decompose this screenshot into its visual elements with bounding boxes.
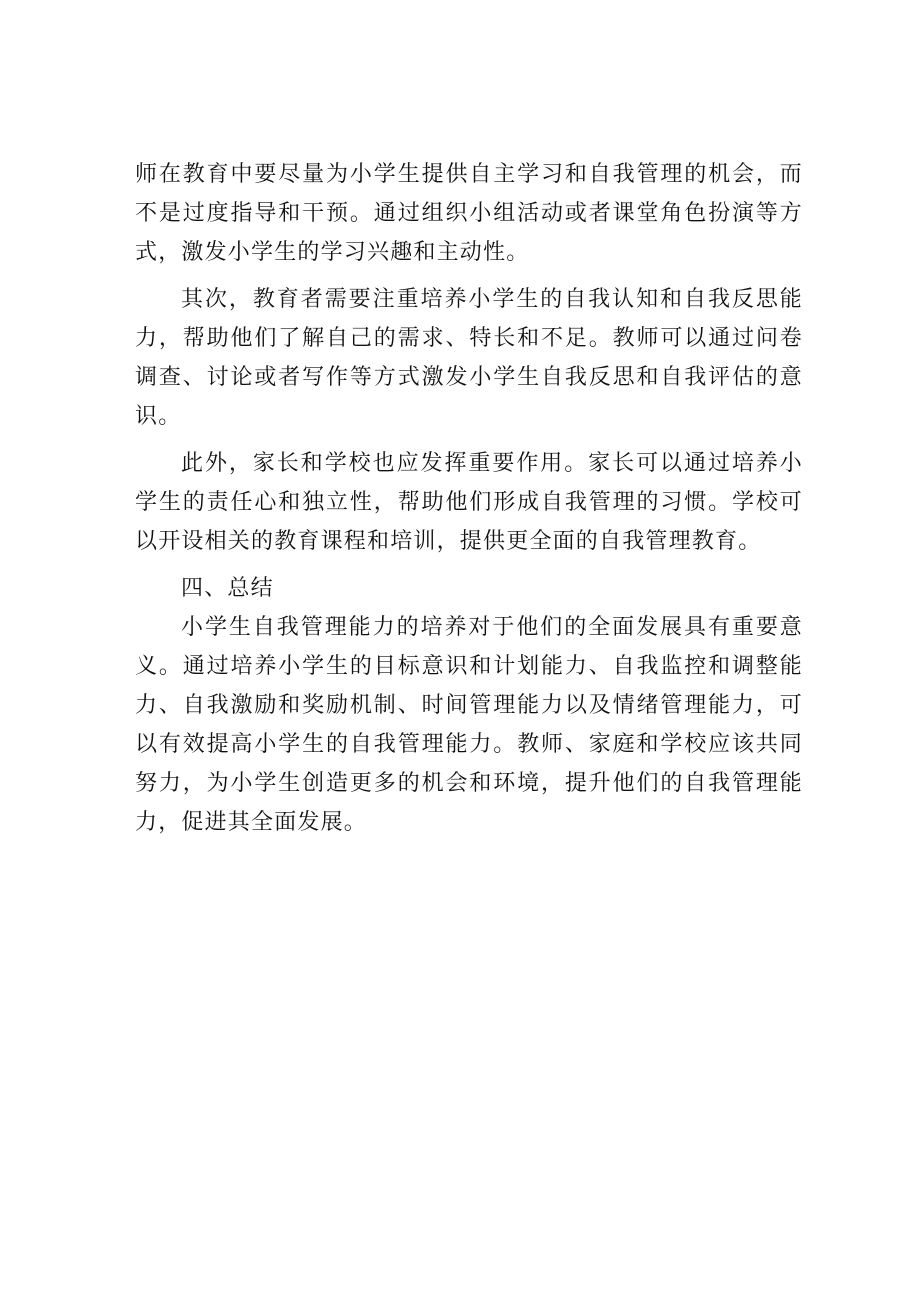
section-heading-summary: 四、总结 xyxy=(181,576,274,601)
paragraph-continuation: 师在教育中要尽量为小学生提供自主学习和自我管理的机会，而不是过度指导和干预。通过组织小组活动或者课堂角色扮演等方式，激发小学生的学习兴趣和主动性。 xyxy=(135,162,803,265)
paragraph-secondly: 其次，教育者需要注重培养小学生的自我认知和自我反思能力，帮助他们了解自己的需求、特长和不足。教师可以通过问卷调查、讨论或者写作等方式激发小学生自我反思和自我评估的意识。 xyxy=(135,287,803,429)
paragraph-furthermore: 此外，家长和学校也应发挥重要作用。家长可以通过培养小学生的责任心和独立性，帮助他们形成自我管理的习惯。学校可以开设相关的教育课程和培训，提供更全面的自我管理教育。 xyxy=(135,451,803,554)
document-body xyxy=(135,155,803,842)
paragraph-summary: 小学生自我管理能力的培养对于他们的全面发展具有重要意义。通过培养小学生的目标意识和计划能力、自我监控和调整能力、自我激励和奖励机制、时间管理能力以及情绪管理能力，可以有效提高小学生的自我管理能力。教师、家庭和学校应该共同努力，为小学生创造更多的机会和环境，提升他们的自我管理能力，促进其全面发展。 xyxy=(135,615,803,835)
